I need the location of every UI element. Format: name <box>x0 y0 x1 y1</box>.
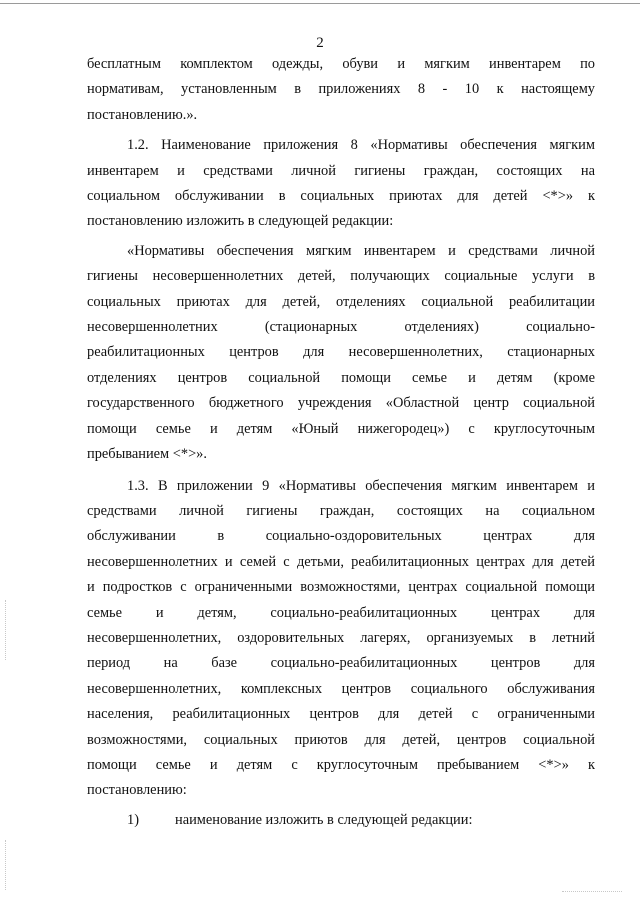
text-line: инвентарем и средствами личной гигиены граждан, состоящих на <box>87 162 595 179</box>
text-line: период на базе социально-реабилитационных центров для <box>87 655 595 672</box>
text-line: несовершеннолетних (стационарных отделениях) социально- <box>87 319 595 336</box>
list-item <box>87 808 595 833</box>
text-line: бесплатным комплектом одежды, обуви и мягким инвентарем по <box>87 56 595 72</box>
text-line: постановлению: <box>87 782 187 799</box>
paragraph-continuation <box>87 52 595 128</box>
text-line: «Нормативы обеспечения мягким инвентарем и средствами личной <box>127 242 595 259</box>
text-line: 1.2. Наименование приложения 8 «Нормативы обеспечения мягким <box>127 137 595 154</box>
paragraph-1-2 <box>87 133 595 235</box>
paragraph-quote <box>87 239 595 468</box>
document-body <box>87 51 595 833</box>
scan-artifact-left-upper <box>5 600 7 660</box>
text-line: несовершеннолетних, комплексных центров социального обслуживания <box>87 680 595 697</box>
paragraph-1-3 <box>87 474 595 804</box>
list-item-number: 1) <box>127 811 139 828</box>
text-line: средствами личной гигиены граждан, состоящих на социальном <box>87 502 595 519</box>
text-line: социальном обслуживании в социальных приютах для детей <*>» к <box>87 188 595 205</box>
text-line: гигиены несовершеннолетних детей, получающих социальные услуги в <box>87 268 595 285</box>
text-line: 1.3. В приложении 9 «Нормативы обеспечения мягким инвентарем и <box>127 477 595 494</box>
text-line: постановлению изложить в следующей редакции: <box>87 213 394 230</box>
scan-artifact-bottom <box>562 891 622 893</box>
text-line: несовершеннолетних и семей с детьми, реабилитационных центрах для детей <box>87 553 595 570</box>
text-line: постановлению.». <box>87 106 198 123</box>
text-line: нормативам, установленным в приложениях 8 - 10 к настоящему <box>87 81 595 98</box>
text-line: несовершеннолетних, оздоровительных лагерях, организуемых в летний <box>87 629 595 646</box>
text-line: государственного бюджетного учреждения «Областной центр социальной <box>87 395 595 412</box>
text-line: помощи семье и детям с круглосуточным пребыванием <*>» к <box>87 756 595 773</box>
list-item-text: наименование изложить в следующей редакции: <box>175 811 473 828</box>
text-line: обслуживании в социально-оздоровительных центрах для <box>87 528 595 545</box>
text-line: возможностями, социальных приютов для детей, центров социальной <box>87 731 595 748</box>
text-line: отделениях центров социальной помощи семье и детям (кроме <box>87 369 595 386</box>
top-rule <box>0 3 640 4</box>
page-number: 2 <box>316 35 324 51</box>
text-line: реабилитационных центров для несовершеннолетних, стационарных <box>87 344 595 361</box>
text-line: пребыванием <*>». <box>87 446 207 463</box>
text-line: помощи семье и детям «Юный нижегородец») с круглосуточным <box>87 420 595 437</box>
text-line: социальных приютах для детей, отделениях социальной реабилитации <box>87 293 595 310</box>
scan-artifact-left-lower <box>5 840 7 890</box>
text-line: и подростков с ограниченными возможностями, центрах социальной помощи <box>87 579 595 596</box>
text-line: семье и детям, социально-реабилитационных центрах для <box>87 604 595 621</box>
text-line: населения, реабилитационных центров для детей с ограниченными <box>87 706 595 723</box>
